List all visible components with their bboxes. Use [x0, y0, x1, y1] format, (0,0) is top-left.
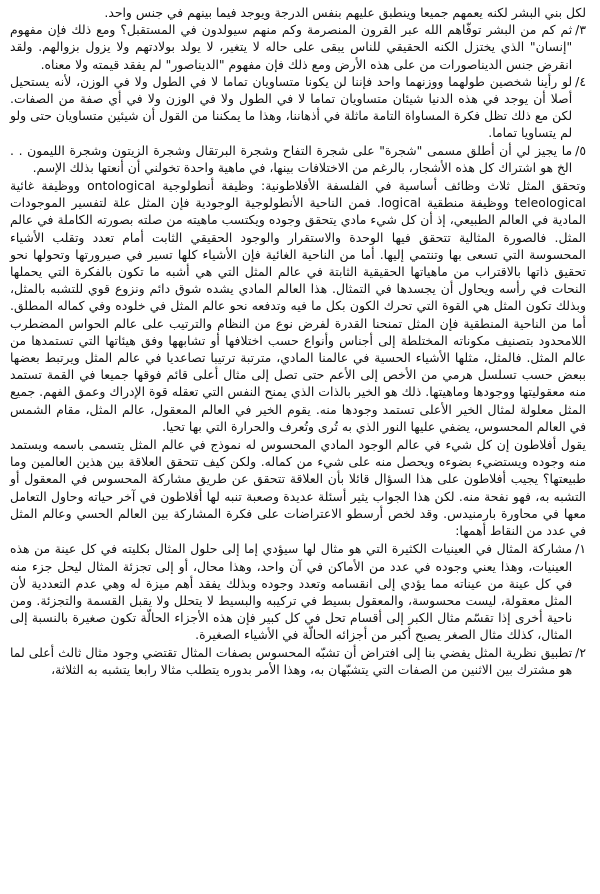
- list-item-4: [10, 73, 586, 142]
- objection-item-2: [10, 644, 586, 678]
- paragraph-participation: [10, 436, 586, 539]
- list-number: ١/: [575, 541, 586, 557]
- paragraph-text: يقول أفلاطون إن كل شيء في عالم الوجود المادي المحسوس له نموذج في عالم المثل يتسمى باسمه ويستمد منه وجوده ويستضيء بضوءه ويحصل منه على شيء من كماله. ولكن كيف تتحقق العلاقة بين هذين العالمين وما طبيعتها؟ يجيب أفلاطون على هذا السؤال قائلا بأن العلاقة تتحقق عن طريق مشاركة المحسوس في المعقول أو التشبه به، فهو نفحة منه. لكن هذا الجواب يثير أسئلة عديدة وصعبة تنبه لها أفلاطون في آخر حياته وحاول التعامل معها في محاورة بارمنيدس. وقد لخص أرسطو الاعتراضات على فكرة المشاركة بين العالم الحسي وعالم المثل في عدد من النقاط أهمها:: [10, 437, 586, 539]
- paragraph-continuation: [10, 4, 586, 21]
- list-number: ٤/: [575, 73, 586, 89]
- list-item-5: [10, 142, 586, 176]
- list-item-text: ثم كم من البشر توفّاهم الله عبر القرون المنصرمة وكم منهم سيولدون في المستقبل؟ ومع ذلك فإن مفهوم "إنسان" الذي يختزل الكنه الحقيقي للناس يبقى على حاله لا يتغير، لا يولد بولادتهم ولا يزول بزوالهم. ولقد انقرض جنس الديناصورات من على هذه الأرض ومع ذلك فإن مفهوم "الديناصور" لم يفقد قيمته ولا معناه.: [10, 22, 573, 72]
- list-number: ٣/: [575, 22, 586, 38]
- list-item-text: تطبيق نظرية المثل يفضي بنا إلى افتراض أن تشبّه المحسوس بصفات المثال تقتضي وجود مثال ثالث أعلى لما هو مشترك بين الاثنين من الصفات التي يتشبّهان به، وهذا الأمر بدوره يتطلب مثالا رابعا يتشبه به الثلاثة،: [10, 644, 573, 677]
- objection-item-1: [10, 540, 586, 643]
- list-item-text: لو رأينا شخصين طولهما ووزنهما واحد فإننا لن يكونا متساويان تماما لا في الطول ولا في الوزن، لأنه يستحيل أصلا أن يوجد في هذه الدنيا شيئان متساويان تماما لا في الطول ولا في الوزن ولا في أي صفة من الصفات. لكن مع ذلك تظل فكرة المساواة التامة ماثلة في أذهاننا، وهذا ما يمكننا من القول أن شيئين متساويان حتى ولو لم يتساويا تماما.: [10, 73, 573, 141]
- paragraph-text: لكل بني البشر لكنه يعمهم جميعا وينطبق عليهم بنفس الدرجة ويوجد فيما بينهم في جنس واحد.: [104, 5, 586, 20]
- list-number: ٢/: [575, 644, 586, 660]
- list-item-text: مشاركة المثال في العينيات الكثيرة التي هو مثال لها سيؤدي إما إلى حلول المثال بكليته في كل عينة من هذه العينيات، وهذا يعني وجوده في عدد من الأماكن في آن واحد، وهذا محال، أو إلى تجزئة المثال ليحل جزء منه في كل عينة من عيناته مما يؤدي إلى انقسامه وتعدد وجوده وبذلك يفقد أهم ميزة له وهي عدم التعددية لأن المثل معقولة، ليست محسوسة، والمعقول بسيط في تركيبه والبسيط لا يتحلل ولا يقبل القسمة والتجزئة. ومن ناحية أخرى إذا تقسّم مثال الكبر إلى أقسام تحل في كل كبير فإن هذه الأجزاء الحالّة تكون صغيرة بالنسبة إلى المثال، كذلك مثال الصغر يصبح أكبر من أجزائه الحالّة في الأشياء الصغيرة.: [10, 541, 573, 643]
- paragraph-functions: [10, 177, 586, 435]
- list-item-3: [10, 21, 586, 73]
- paragraph-text: وتحقق المثل ثلاث وظائف أساسية في الفلسفة الأفلاطونية: وظيفة أنطولوجية ontological ووظيفة غائية teleological ووظيفة منطقية logical. فمن الناحية الأنطولوجية الوجودية فإن المثل علة لتفسير الموجودات المادية في العالم الطبيعي، إذ أن كل شيء مادي يتحقق وجوده ويكتسب ماهيته من صلته بصورته الكاملة في عالم المثل. فالصورة المثالية تتحقق فيها الوحدة والاستقرار والوجود الحقيقي الثابت أمام تعدد وتقلب الأشياء المحسوسة التي تسعى بها وتنتمي إليها. أما من الناحية الغائية فإن الأشياء كلها تسير في صيرورتها وتحولها نحو تحقيق ذاتها بالاقتراب من ماهياتها الحقيقية الثابتة في عالم المثل التي هي أشبه ما تكون بالفكرة التي يحملها النحات في رأسه ويحاول أن يجسدها في التمثال. هذا العالم المادي يشده شوق دائم ونزوع قوي للتشبه بالمثل، وبذلك تكون المثل هي القوة التي تحرك الكون بكل ما فيه وتدفعه نحو عالم المثل في خلوده وفي كماله المطلق. أما من الناحية المنطقية فإن المثل تمنحنا القدرة لفرض نوع من النظام والترتيب على عالم الحواس المضطرب اللامحدود بتصنيف مكوناته المختلطة إلى أجناس وأنواع حسب اختلافها أو تشابهها وفق هيئاتها التي تستمدها من عالم المثل. فالمثل، مثلها الأشياء الحسية في عالمنا المادي، مترتبة ترتيبا تصاعديا في عالم المثل ويرتبط بعضها ببعض حسب تسلسل هرمي من الأخص إلى الأعم حتى تصل إلى مثال أعلى قائم فوقها جميعا في القمة تستمد منه معقوليتها ووجودها وماهيتها. ذلك هو الخير بالذات الذي يمنح النفس التي تعقله قوة الإدراك وعمق الفهم. جميع المثل معلولة لمثال الخير الأعلى تستمد وجودها منه. يقوم الخير في العالم المعقول، عالم المثل، مقام الشمس في العالم المحسوس، يضفي عليها النور الذي به تُرى وتُعرف والحرارة التي بها تحيا.: [10, 178, 586, 434]
- list-number: ٥/: [575, 142, 586, 158]
- list-item-text: ما يجيز لي أن أطلق مسمى "شجرة" على شجرة التفاح وشجرة البرتقال وشجرة الزيتون وشجرة الليمون . . الخ هو اشتراك كل هذه الأشجار، بالرغم من الاختلافات بينها، في ماهية واحدة تخولني أن أنعتها بذلك الإسم.: [10, 142, 573, 175]
